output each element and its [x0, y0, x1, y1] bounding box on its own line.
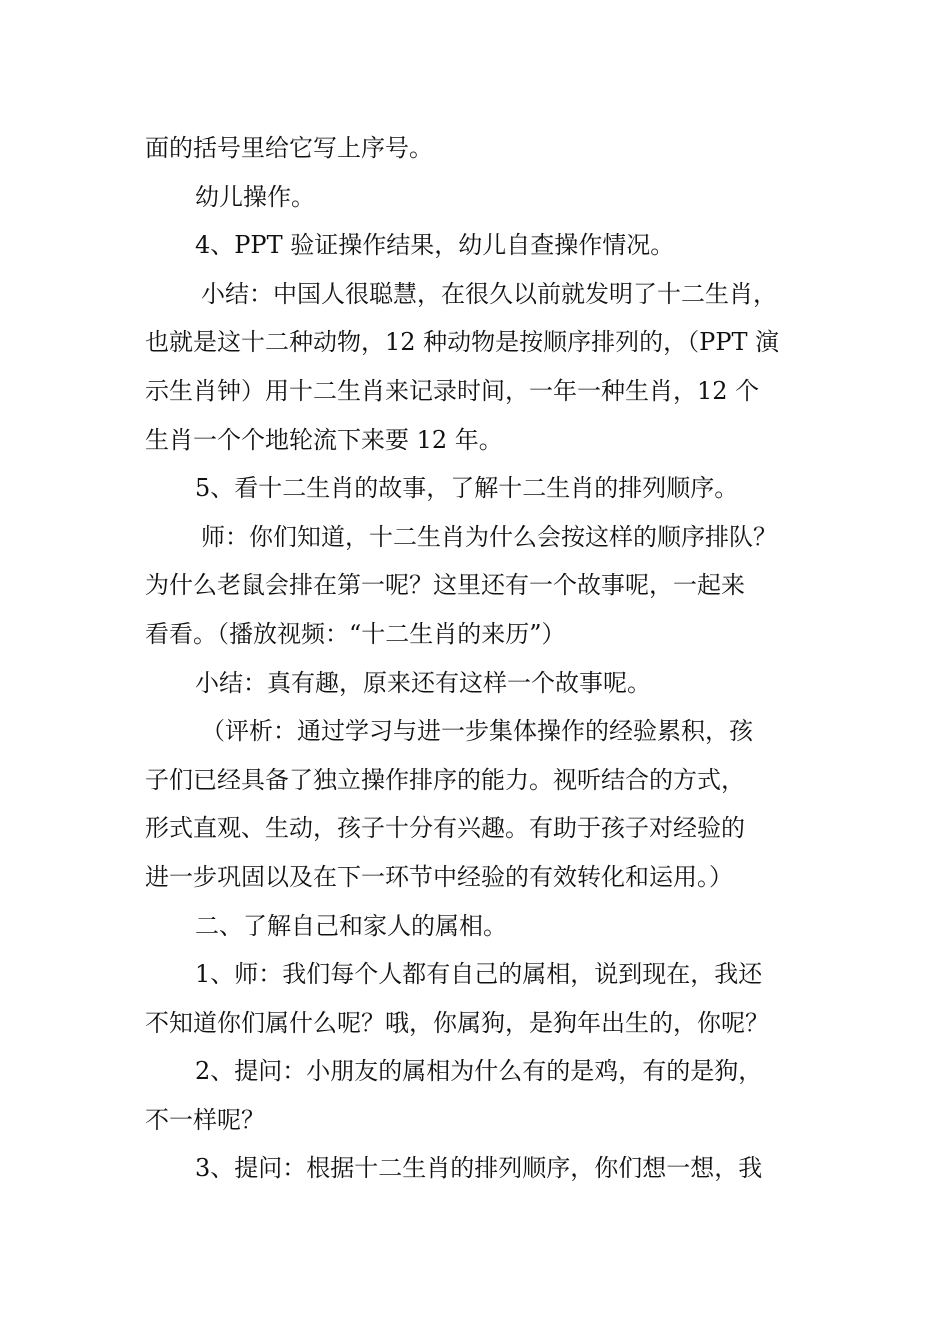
text-line: 示生肖钟）用十二生肖来记录时间，一年一种生肖，12 个 [145, 376, 760, 405]
text-line: 小结：真有趣，原来还有这样一个故事呢。 [195, 668, 651, 697]
text-line: 4、PPT 验证操作结果，幼儿自查操作情况。 [195, 231, 675, 260]
text-line: （评析：通过学习与进一步集体操作的经验累积，孩 [201, 717, 753, 746]
text-line: 为什么老鼠会排在第一呢？这里还有一个故事呢，一起来 [145, 571, 745, 600]
text-line: 不知道你们属什么呢？哦，你属狗，是狗年出生的，你呢？ [145, 1008, 769, 1037]
text-line: 子们已经具备了独立操作排序的能力。视听结合的方式， [145, 765, 745, 794]
text-line: 进一步巩固以及在下一环节中经验的有效转化和运用。） [145, 862, 733, 891]
text-line: 幼儿操作。 [195, 182, 315, 211]
text-line: 也就是这十二种动物，12 种动物是按顺序排列的，（PPT 演 [145, 328, 780, 357]
text-line: 师：你们知道，十二生肖为什么会按这样的顺序排队？ [201, 522, 777, 551]
text-line: 不一样呢？ [145, 1105, 265, 1134]
text-line: 5、看十二生肖的故事，了解十二生肖的排列顺序。 [195, 474, 739, 503]
text-line: 小结：中国人很聪慧，在很久以前就发明了十二生肖， [201, 279, 777, 308]
text-line: 二、了解自己和家人的属相。 [195, 911, 507, 940]
text-line: 生肖一个个地轮流下来要 12 年。 [145, 425, 503, 454]
text-line: 2、提问：小朋友的属相为什么有的是鸡，有的是狗， [195, 1057, 763, 1086]
text-line: 形式直观、生动，孩子十分有兴趣。有助于孩子对经验的 [145, 814, 745, 843]
document-body [145, 124, 825, 1193]
text-line: 1、师：我们每个人都有自己的属相，说到现在，我还 [195, 960, 763, 989]
text-line: 面的括号里给它写上序号。 [145, 134, 433, 162]
text-line: 看看。（播放视频：“十二生肖的来历”） [145, 619, 566, 648]
text-line: 3、提问：根据十二生肖的排列顺序，你们想一想，我 [195, 1154, 763, 1183]
